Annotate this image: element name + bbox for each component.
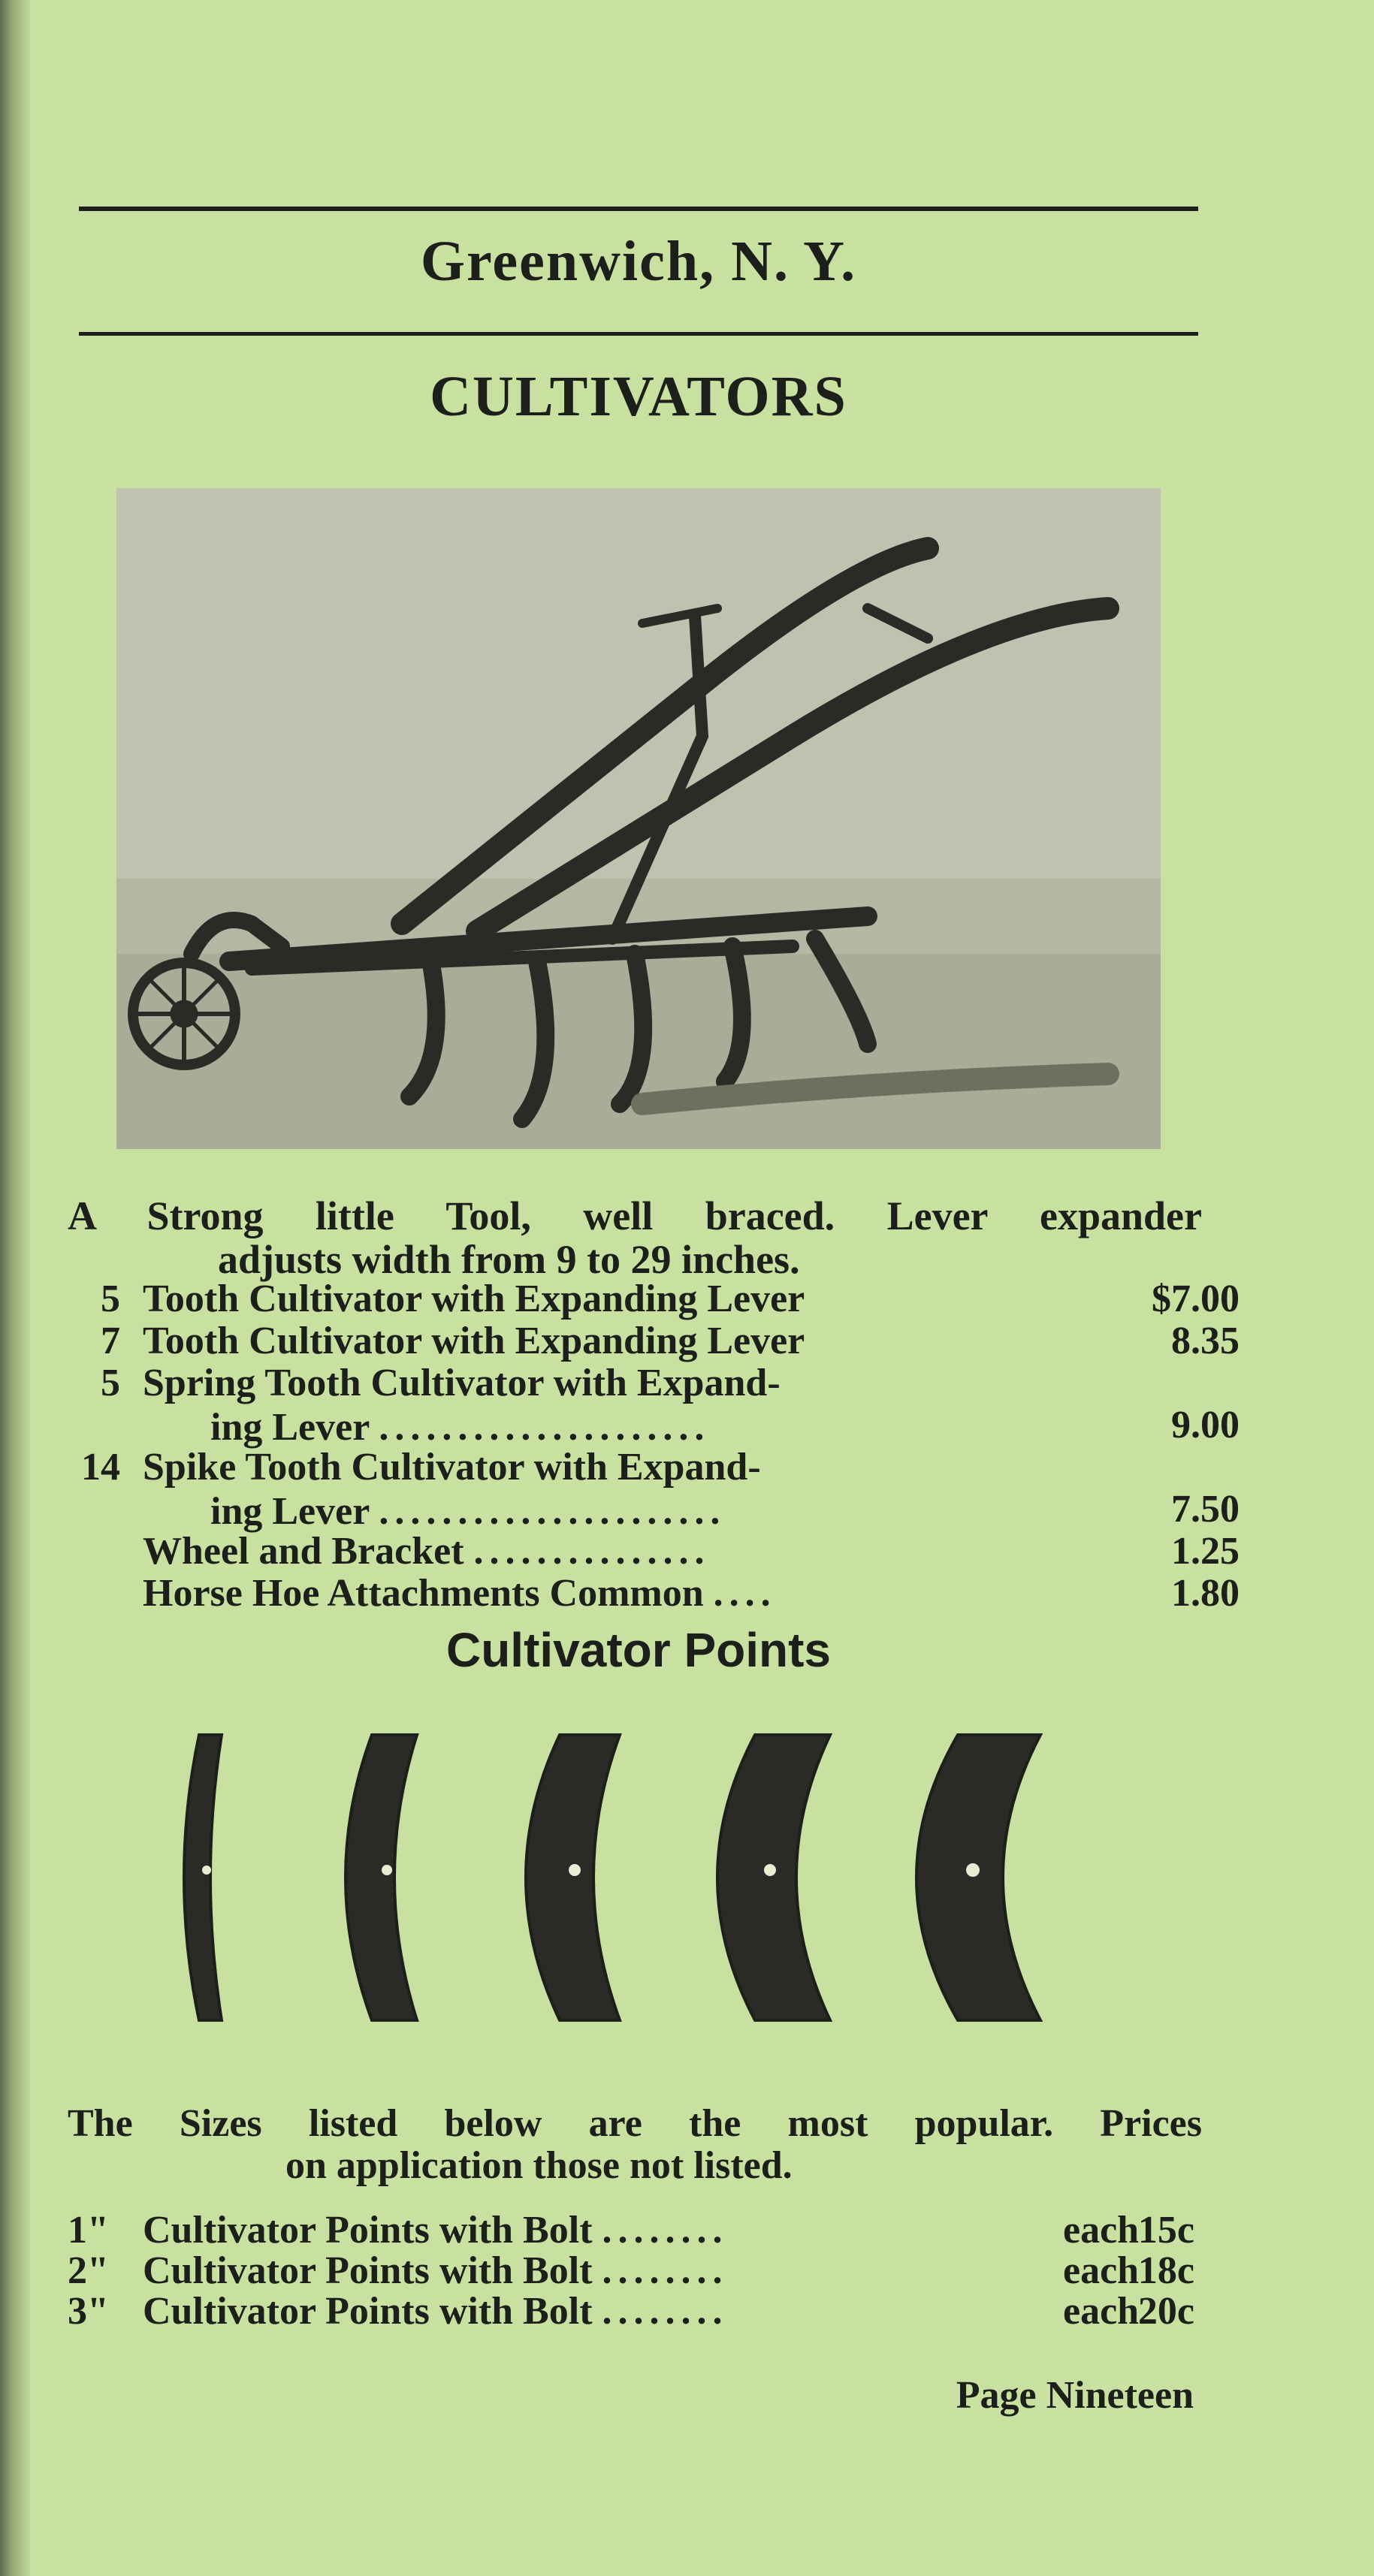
section-title: CULTIVATORS — [430, 365, 847, 428]
list-item — [68, 1319, 1240, 1361]
item-qty: 5 — [101, 1362, 120, 1404]
item-price: 7.50 — [1171, 1488, 1240, 1531]
list-item — [68, 2289, 1194, 2333]
item-desc — [143, 1361, 1067, 1449]
item-price: 9.00 — [1171, 1404, 1240, 1446]
item-qty: 14 — [81, 1446, 120, 1489]
size-value: 3" — [68, 2290, 109, 2333]
leader-dots: ........ — [602, 2290, 729, 2333]
item-desc-line-2: ing Lever — [210, 1490, 370, 1533]
page-header-place: Greenwich, N. Y. — [420, 230, 857, 293]
points-note-line-1: The Sizes listed below are the most popular. Prices — [68, 2102, 1202, 2145]
item-desc — [143, 1571, 1067, 1615]
item-desc: Tooth Cultivator with Expanding Lever — [143, 1277, 805, 1320]
top-rule — [79, 207, 1198, 211]
page-number: Page Nineteen — [956, 2374, 1194, 2417]
size-price: 18c — [1137, 2249, 1194, 2292]
item-desc — [143, 1529, 1067, 1573]
size-value: 2" — [68, 2249, 109, 2292]
header-rule — [79, 332, 1198, 336]
list-item — [68, 2208, 1194, 2252]
size-value: 1" — [68, 2209, 109, 2252]
leader-dots: ..................... — [379, 1406, 711, 1449]
list-item — [68, 1571, 1240, 1613]
list-item — [68, 1277, 1240, 1319]
item-desc: Tooth Cultivator with Expanding Lever — [143, 1320, 805, 1362]
item-desc-line-1: Spring Tooth Cultivator with Expand- — [143, 1362, 781, 1404]
intro-line-1: A Strong little Tool, well braced. Lever expander — [68, 1193, 1202, 1238]
list-item — [68, 1529, 1240, 1571]
size-unit: each — [1063, 2209, 1140, 2252]
leader-dots: .... — [713, 1572, 777, 1615]
points-title: Cultivator Points — [445, 1623, 832, 1677]
sizes-list — [68, 2208, 1194, 2333]
size-desc-text: Cultivator Points with Bolt — [143, 2249, 593, 2292]
intro-text — [68, 1194, 1202, 1281]
list-item — [68, 2249, 1194, 2292]
size-desc — [143, 2208, 729, 2252]
item-price: $7.00 — [1152, 1277, 1240, 1320]
leader-dots: ........ — [602, 2209, 729, 2252]
leader-dots: ............... — [473, 1530, 711, 1573]
binding-gutter — [0, 0, 30, 2576]
size-unit: each — [1063, 2249, 1140, 2292]
item-price: 1.25 — [1171, 1530, 1240, 1573]
list-item — [68, 1361, 1240, 1449]
item-price: 1.80 — [1171, 1572, 1240, 1615]
item-desc — [143, 1445, 1067, 1534]
item-desc-text: Wheel and Bracket — [143, 1530, 464, 1573]
leader-dots: ........ — [602, 2249, 729, 2292]
leader-dots: ...................... — [379, 1490, 726, 1533]
points-note-line-2: on application those not listed. — [285, 2144, 793, 2187]
size-price: 15c — [1137, 2209, 1194, 2252]
size-desc-text: Cultivator Points with Bolt — [143, 2209, 593, 2252]
size-price: 20c — [1137, 2290, 1194, 2333]
size-unit: each — [1063, 2290, 1140, 2333]
points-note — [68, 2103, 1202, 2187]
item-desc-line-1: Spike Tooth Cultivator with Expand- — [143, 1446, 761, 1489]
item-price: 8.35 — [1171, 1320, 1240, 1362]
cultivator-photo — [116, 488, 1161, 1149]
list-item — [68, 1445, 1240, 1533]
size-desc — [143, 2289, 729, 2333]
cultivator-points-illustration — [154, 1720, 1131, 2058]
item-desc-line-2: ing Lever — [210, 1406, 370, 1449]
intro-line-2: adjusts width from 9 to 29 inches. — [218, 1237, 800, 1282]
size-desc-text: Cultivator Points with Bolt — [143, 2290, 593, 2333]
item-qty: 7 — [101, 1320, 120, 1362]
item-desc-text: Horse Hoe Attachments Common — [143, 1572, 704, 1615]
size-desc — [143, 2249, 729, 2293]
item-qty: 5 — [101, 1277, 120, 1320]
